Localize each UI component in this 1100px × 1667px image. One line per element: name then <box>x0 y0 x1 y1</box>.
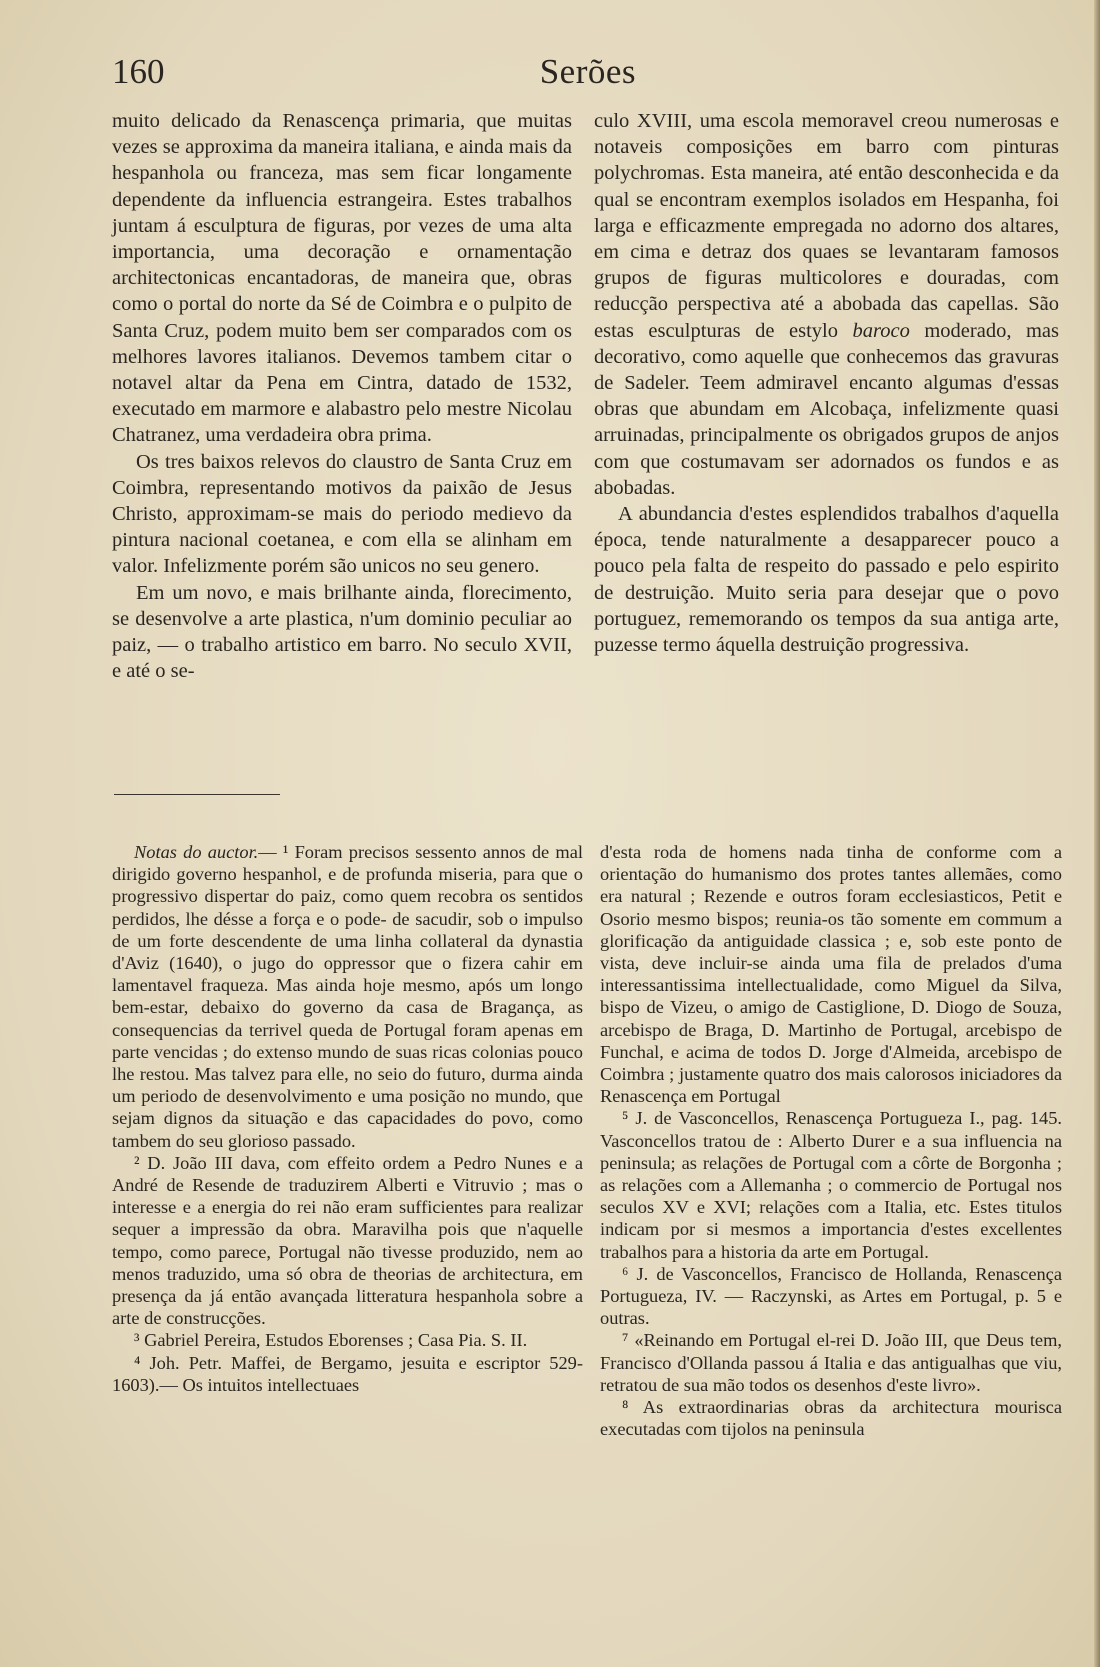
footnote: ⁶ J. de Vasconcellos, Francisco de Hollanda, Renascença Portugueza, IV. — Raczynski, as Artes em Portugal, p. 5 e outras. <box>600 1263 1062 1329</box>
page-header <box>112 52 636 98</box>
text-run: culo XVIII, uma escola memoravel creou numerosas e notaveis composições em barro com pinturas polychromas. Esta maneira, até então desconhecida e da qual se encontram exemplos isolados em Hespanha, foi larga e efficazmente empregada no adorno dos altares, em cima e detraz dos quaes se levantaram famosos grupos de figuras multicolores e douradas, com reducção perspectiva até a abobada das capellas. São estas esculpturas de estylo <box>594 110 1059 342</box>
text-run: moderado, mas decorativo, como aquelle que conhecemos das gravuras de Sadeler. Teem admiravel encanto algumas d'essas obras que abundam em Alcobaça, infelizmente quasi arruinadas, principalmente os obrigados grupos de anjos com que costumavam ser adornados os fundos e as abobadas. <box>594 319 1059 499</box>
footnote-continuation: d'esta roda de homens nada tinha de conforme com a orientação do humanismo dos protes tantes allemães, como era natural ; Rezende e outros foram ecclesiasticos, Petit e Osorio mesmo bispos; reunia-os tão somente em commum a glorificação da antiguidade classica ; e, sob este ponto de vista, deve incluir-se ainda uma fila de prelados d'uma interessantissima intellectualidade, como Miguel da Silva, bispo de Vizeu, o amigo de Castiglione, D. Diogo de Souza, arcebispo de Braga, D. Martinho de Portugal, arcebispo de Funchal, e acima de todos D. Jorge d'Almeida, arcebispo de Coimbra ; justamente quatro dos mais calorosos iniciadores da Renascença em Portugal <box>600 842 1062 1107</box>
page-number: 160 <box>112 52 165 91</box>
footnote: ⁵ J. de Vasconcellos, Renascença Portugueza I., pag. 145. Vasconcellos tratou de : Alberto Durer e a sua influencia na peninsula; as relações de Portugal com a côrte de Borgonha ; as relações com a Allemanha ; o commercio de Portugal nos seculos XV e XVI; relações com a Italia, etc. Estes titulos indicam por si mesmos a importancia d'estes excellentes trabalhos para a historia da arte em Portugal. <box>600 1108 1062 1262</box>
footnote: ⁷ «Reinando em Portugal el-rei D. João III, que Deus tem, Francisco d'Ollanda passou á Italia e das antigualhas que viu, retratou de sua mão todos os desenhos d'este livro». <box>600 1330 1062 1395</box>
page-edge-shadow <box>1094 0 1100 1667</box>
body-column-right <box>594 108 1059 658</box>
notes-heading: Notas do auctor. <box>134 842 259 862</box>
footnote <box>112 841 583 1152</box>
italic-term: baroco <box>852 319 910 342</box>
footnote-text: — ¹ Foram precisos sessento annos de mal dirigido governo hespanhol, e de profunda miseria, para que o progressivo dispertar do paiz, como quem recobra os sentidos perdidos, lhe désse a força e o pode- de sacudir, sob o impulso de um forte descendente de uma linha collateral da dynastia d'Aviz (1640), o jugo do oppressor que o fizera cahir em lamentavel fraqueza. Mas ainda hoje mesmo, após um longo bem-estar, debaixo do governo da casa de Bragança, as consequencias da terrivel queda de Portugal foram apenas em parte vencidas ; do extenso mundo de suas ricas colonias pouco lhe restou. Mas talvez para elle, no seio do futuro, durma ainda um periodo de desenvolvimento e uma posição no mundo, que sejam dignos da situação e das capacidades do povo, como tambem do seu glorioso passado. <box>112 842 583 1151</box>
footnote: ⁸ As extraordinarias obras da architectura mourisca executadas com tijolos na peninsula <box>600 1397 1062 1440</box>
body-paragraph: Os tres baixos relevos do claustro de Santa Cruz em Coimbra, representando motivos da paixão de Jesus Christo, approximam-se mais do periodo medievo da pintura nacional coetanea, e com ella se alinham em valor. Infelizmente porém são unicos no seu genero. <box>112 450 572 578</box>
footnotes-column-left <box>112 841 583 1396</box>
footnotes-column-right <box>600 841 1062 1440</box>
body-paragraph <box>594 108 1059 501</box>
footnote: ³ Gabriel Pereira, Estudos Eborenses ; Casa Pia. S. II. <box>134 1330 528 1351</box>
footnote: ⁴ Joh. Petr. Maffei, de Bergamo, jesuita e escriptor 529-1603).— Os intuitos intellectuaes <box>112 1352 583 1395</box>
body-paragraph: A abundancia d'estes esplendidos trabalhos d'aquella época, tende naturalmente a desapparecer pouco a pouco pela falta de respeito do passado e pelo espirito de destruição. Muito seria para desejar que o povo portuguez, rememorando os tempos da sua antiga arte, puzesse termo áquella destruição progressiva. <box>594 503 1059 657</box>
body-paragraph: muito delicado da Renascença primaria, que muitas vezes se approxima da maneira italiana, e ainda mais da hespanhola ou franceza, mas sem ficar longamente dependente da influencia estrangeira. Estes trabalhos juntam á esculptura de figuras, por vezes de uma alta importancia, uma decoração e ornamentação architectonicas encantadoras, de maneira que, obras como o portal do norte da Sé de Coimbra e o pulpito de Santa Cruz, podem muito bem ser comparados com os melhores lavores italianos. Devemos tambem citar o notavel altar da Pena em Cintra, datado de 1532, executado em marmore e alabastro pelo mestre Nicolau Chatranez, uma verdadeira obra prima. <box>112 110 572 447</box>
running-title: Serões <box>539 52 636 91</box>
body-paragraph: Em um novo, e mais brilhante ainda, florecimento, se desenvolve a arte plastica, n'um dominio peculiar ao paiz, — o trabalho artistico em barro. No seculo XVII, e até o se- <box>112 581 572 683</box>
footnote-separator <box>114 794 280 795</box>
body-column-left <box>112 108 572 684</box>
footnote: ² D. João III dava, com effeito ordem a Pedro Nunes e a André de Resende de traduzirem Alberti e Vitruvio ; mas o interesse e a energia do rei não eram sufficientes para realizar sequer a impressão da obra. Maravilha pois que n'aquelle tempo, como parece, Portugal não tivesse produzido, nem ao menos traduzido, uma só obra de theorias de architectura, em presença da já então avançada litteratura hespanhola sobre a arte de construcções. <box>112 1152 583 1329</box>
